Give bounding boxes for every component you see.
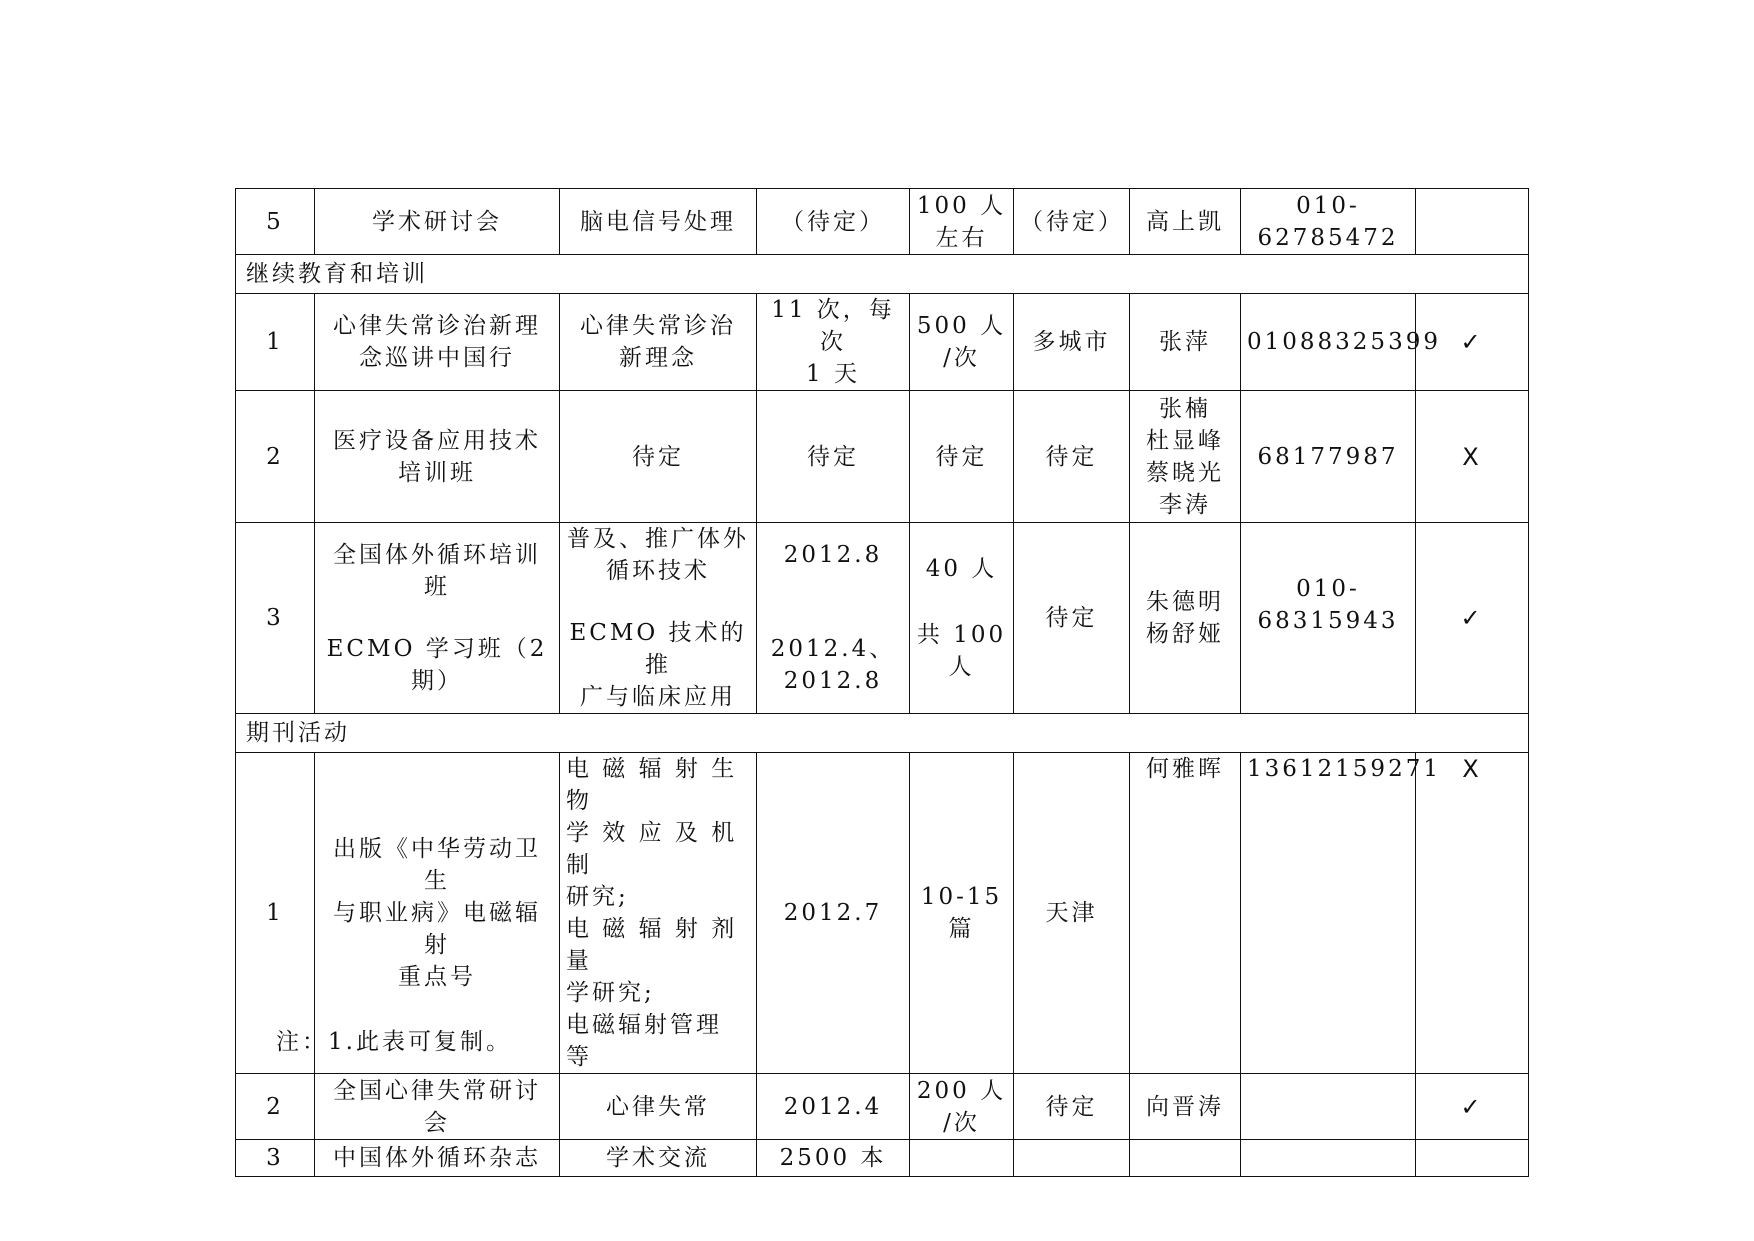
contact-person: 向晋涛 — [1130, 1074, 1241, 1140]
contact-person: 张楠 杜显峰 蔡晓光 李涛 — [1130, 391, 1241, 523]
activity-place — [1014, 1140, 1130, 1177]
activity-scale — [910, 1140, 1014, 1177]
section-row — [236, 714, 1529, 753]
activity-time: 11 次，每次 1 天 — [757, 294, 910, 391]
table-row — [236, 1074, 1529, 1140]
activity-name — [315, 523, 560, 714]
activity-name: 学术研讨会 — [315, 189, 560, 255]
activity-name: 出版《中华劳动卫生 与职业病》电磁辐射 重点号 — [315, 753, 560, 1074]
contact-phone — [1241, 1074, 1416, 1140]
activity-content: 学术交流 — [560, 1140, 757, 1177]
activity-scale: 待定 — [910, 391, 1014, 523]
contact-person: 高上凯 — [1130, 189, 1241, 255]
table-row — [236, 391, 1529, 523]
contact-phone: 010- 62785472 — [1241, 189, 1416, 255]
activity-time: 2012.4 — [757, 1074, 910, 1140]
contact-phone: 13612159271 — [1241, 753, 1416, 1074]
status-mark — [1416, 189, 1529, 255]
activity-content-a: 普及、推广体外 循环技术 — [567, 526, 749, 584]
contact-phone — [1241, 1140, 1416, 1177]
spacer — [916, 585, 1007, 619]
activity-time: 2500 本 — [757, 1140, 910, 1177]
activity-scale: 500 人 /次 — [910, 294, 1014, 391]
activity-scale: 200 人 /次 — [910, 1074, 1014, 1140]
status-mark — [1416, 1140, 1529, 1177]
activity-name: 医疗设备应用技术 培训班 — [315, 391, 560, 523]
row-number: 2 — [236, 1074, 315, 1140]
contact-person: 张萍 — [1130, 294, 1241, 391]
activity-time: 待定 — [757, 391, 910, 523]
row-number: 3 — [236, 523, 315, 714]
activity-time: 2012.7 — [757, 753, 910, 1074]
contact-phone: 68177987 — [1241, 391, 1416, 523]
activity-place: 待定 — [1014, 1074, 1130, 1140]
spacer — [763, 571, 903, 633]
activity-place: （待定） — [1014, 189, 1130, 255]
section-row — [236, 255, 1529, 294]
activity-name-a: 全国体外循环培训 班 — [333, 542, 541, 600]
activity-place: 天津 — [1014, 753, 1130, 1074]
table-row — [236, 523, 1529, 714]
activity-name: 全国心律失常研讨 会 — [315, 1074, 560, 1140]
spacer — [321, 603, 553, 633]
activity-content — [560, 523, 757, 714]
activity-time-b: 2012.4、 2012.8 — [770, 636, 896, 694]
table-row — [236, 294, 1529, 391]
row-number: 1 — [236, 294, 315, 391]
row-number: 5 — [236, 189, 315, 255]
activity-content: 脑电信号处理 — [560, 189, 757, 255]
row-number: 3 — [236, 1140, 315, 1177]
activity-scale — [910, 523, 1014, 714]
check-mark-icon: ✓ — [1416, 523, 1529, 714]
activity-content: 待定 — [560, 391, 757, 523]
activity-place: 待定 — [1014, 523, 1130, 714]
activity-time — [757, 523, 910, 714]
table-footnote: 注：1.此表可复制。 — [276, 1029, 512, 1055]
contact-phone: 01088325399 — [1241, 294, 1416, 391]
contact-person: 何雅晖 — [1130, 753, 1241, 1074]
cross-mark-icon: X — [1416, 391, 1529, 523]
contact-person — [1130, 1140, 1241, 1177]
activity-scale: 10-15 篇 — [910, 753, 1014, 1074]
activity-name-b: ECMO 学习班（2 期） — [326, 636, 548, 694]
activity-content: 电 磁 辐 射 生 物 学 效 应 及 机 制 研究; 电 磁 辐 射 剂 量 学研究; 电磁辐射管理 等 — [560, 753, 757, 1074]
activity-time: （待定） — [757, 189, 910, 255]
activity-time-a: 2012.8 — [783, 542, 883, 568]
activity-scale: 100 人 左右 — [910, 189, 1014, 255]
contact-person: 朱德明 杨舒娅 — [1130, 523, 1241, 714]
check-mark-icon: ✓ — [1416, 1074, 1529, 1140]
table-row — [236, 189, 1529, 255]
activity-content: 心律失常 — [560, 1074, 757, 1140]
activity-place: 多城市 — [1014, 294, 1130, 391]
activity-content: 心律失常诊治 新理念 — [560, 294, 757, 391]
section-heading-journal: 期刊活动 — [236, 714, 1529, 753]
activity-name: 心律失常诊治新理 念巡讲中国行 — [315, 294, 560, 391]
activity-name: 中国体外循环杂志 — [315, 1140, 560, 1177]
row-number: 2 — [236, 391, 315, 523]
cross-mark-icon: X — [1416, 753, 1529, 1074]
check-mark-icon: ✓ — [1416, 294, 1529, 391]
row-number: 1 — [236, 753, 315, 1074]
spacer — [566, 587, 750, 617]
contact-phone: 010-68315943 — [1241, 523, 1416, 714]
section-heading-education: 继续教育和培训 — [236, 255, 1529, 294]
activity-content-b: ECMO 技术的推 广与临床应用 — [569, 620, 747, 710]
table-row — [236, 1140, 1529, 1177]
activity-scale-a: 40 人 — [925, 556, 998, 582]
activity-scale-b: 共 100 人 — [916, 622, 1007, 680]
activity-place: 待定 — [1014, 391, 1130, 523]
